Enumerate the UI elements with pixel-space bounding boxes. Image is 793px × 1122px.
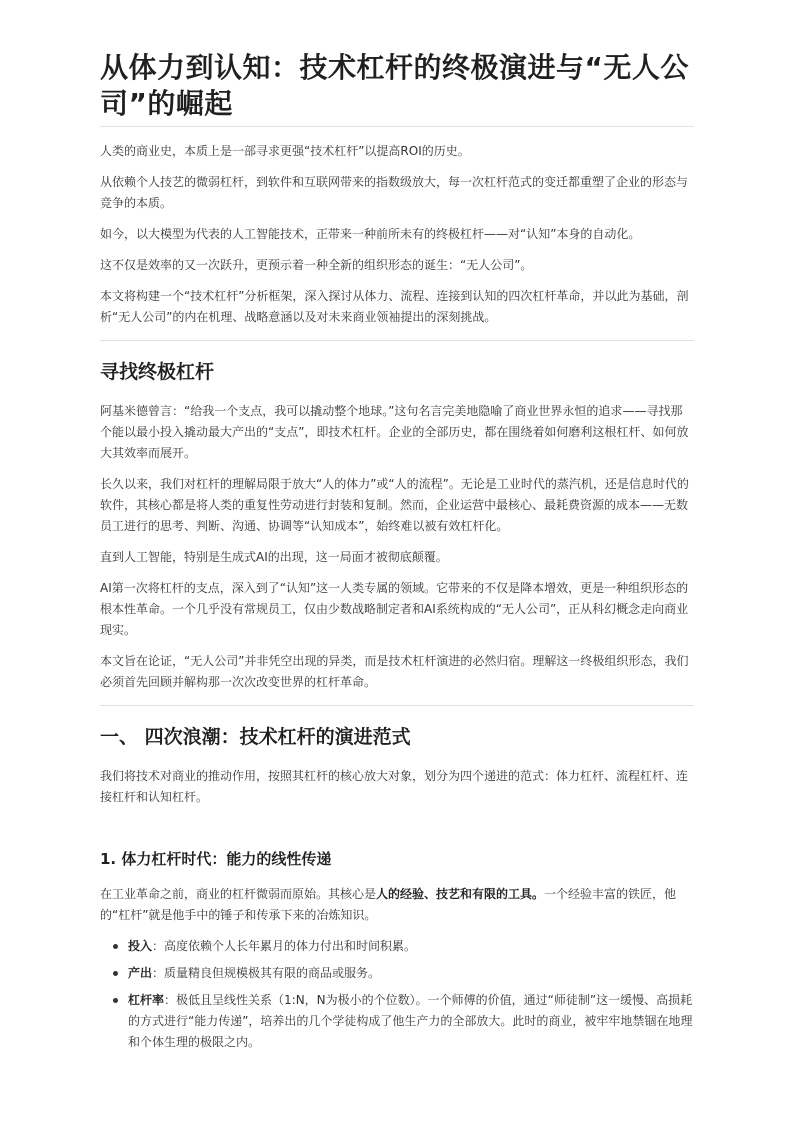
bullet-icon — [113, 944, 118, 949]
section-heading-four-waves: 一、 四次浪潮：技术杠杆的演进范式 — [100, 726, 411, 748]
section-paragraph: 我们将技术对商业的推动作用，按照其杠杆的核心放大对象，划分为四个递进的范式：体力杠杆、流程杠杆、连接杠杆和认知杠杆。 — [100, 769, 689, 804]
intro-paragraph: 这不仅是效率的又一次跃升，更预示着一种全新的组织形态的诞生：“无人公司”。 — [100, 258, 533, 272]
section-paragraph: 本文旨在论证，“无人公司”并非凭空出现的异类，而是技术杠杆演进的必然归宿。理解这一终极组织形态，我们必须首先回顾并解构那一次次改变世界的杠杆革命。 — [100, 654, 689, 689]
emphasis-text: 人的经验、技艺和有限的工具。 — [376, 887, 545, 901]
list-item: 投入：高度依赖个人长年累月的体力付出和时间积累。 — [128, 936, 694, 957]
subsection-paragraph: 在工业革命之前，商业的杠杆微弱而原始。其核心是人的经验、技艺和有限的工具。一个经验丰富的铁匠，他的“杠杆”就是他手中的锤子和传承下来的冶炼知识。 — [100, 887, 677, 922]
bullet-icon — [113, 998, 118, 1003]
section-paragraph: AI第一次将杠杆的支点，深入到了“认知”这一人类专属的领域。它带来的不仅是降本增效，更是一种组织形态的根本性革命。一个几乎没有常规员工，仅由少数战略制定者和AI系统构成的“无人公司”，正从科幻概念走向商业现实。 — [100, 581, 689, 637]
list-item: 产出：质量精良但规模极其有限的商品或服务。 — [128, 963, 694, 984]
section-divider — [100, 705, 694, 706]
bullet-list — [100, 936, 694, 1053]
intro-paragraph: 如今，以大模型为代表的人工智能技术，正带来一种前所未有的终极杠杆——对“认知”本身的自动化。 — [100, 227, 641, 241]
intro-paragraph: 从依赖个人技艺的微弱杠杆，到软件和互联网带来的指数级放大，每一次杠杆范式的变迁都重塑了企业的形态与竞争的本质。 — [100, 175, 689, 210]
section-paragraph: 长久以来，我们对杠杆的理解局限于放大“人的体力”或“人的流程”。无论是工业时代的蒸汽机，还是信息时代的软件，其核心都是将人类的重复性劳动进行封装和复制。然而，企业运营中最核心、最耗费资源的成本——无数员工进行的思考、判断、沟通、协调等“认知成本”，始终难以被有效杠杆化。 — [100, 477, 689, 533]
list-item: 杠杆率：极低且呈线性关系（1:N，N为极小的个位数）。一个师傅的价值，通过“师徒制”这一缓慢、高损耗的方式进行“能力传递”，培养出的几个学徒构成了他生产力的全部放大。此时的商业，被牢牢地禁锢在地理和个体生理的极限之内。 — [128, 990, 694, 1053]
section-heading-ultimate-lever: 寻找终极杠杆 — [100, 361, 215, 383]
document-page — [100, 50, 694, 1059]
title-divider — [100, 126, 694, 127]
section-paragraph: 直到人工智能，特别是生成式AI的出现，这一局面才被彻底颠覆。 — [100, 550, 448, 564]
intro-paragraph: 本文将构建一个“技术杠杆”分析框架，深入探讨从体力、流程、连接到认知的四次杠杆革命，并以此为基础，剖析“无人公司”的内在机理、战略意涵以及对未来商业领袖提出的深刻挑战。 — [100, 289, 689, 324]
page-title: 从体力到认知：技术杠杆的终极演进与“无人公司”的崛起 — [100, 51, 689, 120]
intro-paragraph: 人类的商业史，本质上是一部寻求更强“技术杠杆”以提高ROI的历史。 — [100, 144, 470, 158]
section-divider — [100, 340, 694, 341]
section-paragraph: 阿基米德曾言：“给我一个支点，我可以撬动整个地球。”这句名言完美地隐喻了商业世界永恒的追求——寻找那个能以最小投入撬动最大产出的“支点”，即技术杠杆。企业的全部历史，都在围绕着如何磨利这根杠杆、如何放大其效率而展开。 — [100, 404, 689, 460]
subsection-heading-physical-lever: 1. 体力杠杆时代：能力的线性传递 — [100, 850, 332, 868]
bullet-icon — [113, 971, 118, 976]
